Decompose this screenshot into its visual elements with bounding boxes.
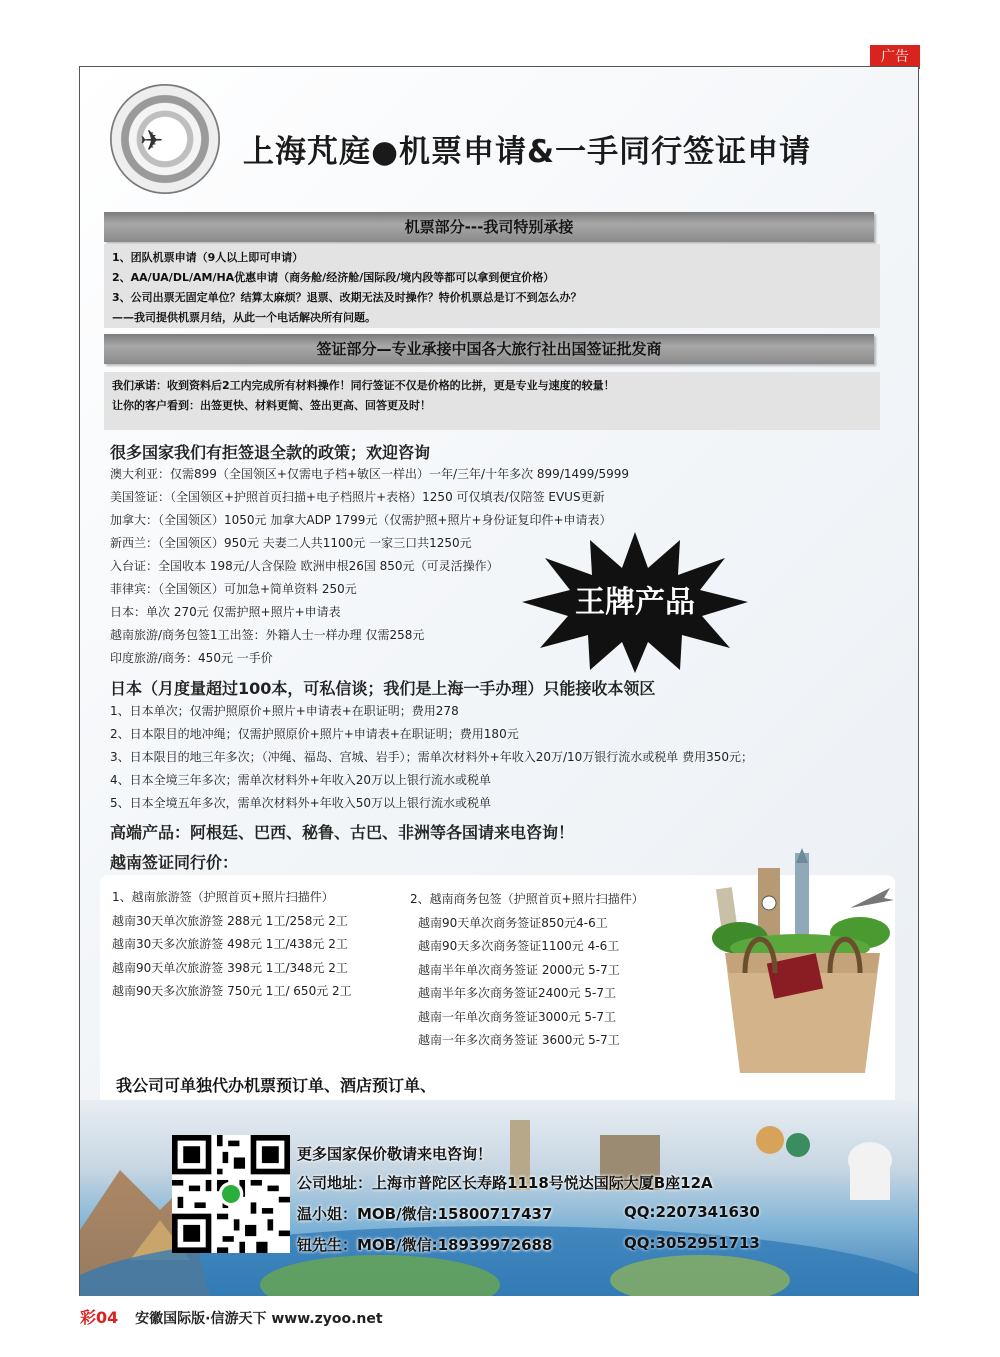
country-item: 澳大利亚：仅需899（全国领区+仅需电子档+敏区一样出）一年/三年/十年多次 899/1499/5999: [110, 467, 629, 481]
air-item: 1、团队机票申请（9人以上即可申请）: [112, 251, 304, 264]
vietnam-business-item: 越南一年单次商务签证3000元 5-7工: [418, 1009, 616, 1024]
japan-item: 5、日本全境五年多次，需单次材料外+年收入50万以上银行流水或税单: [110, 796, 491, 810]
more-countries-note: 更多国家保价敬请来电咨询！: [297, 1145, 493, 1163]
star-badge-label: 王牌产品: [575, 585, 695, 620]
air-section-header: 机票部分---我司特别承接: [104, 212, 874, 242]
japan-item: 2、日本限目的地冲绳；仅需护照原价+照片+申请表+在职证明；费用180元: [110, 727, 519, 741]
vietnam-business-item: 越南90天单次商务签证850元4-6工: [418, 915, 608, 930]
country-item: 日本：单次 270元 仅需护照+照片+申请表: [110, 605, 341, 619]
country-item: 印度旅游/商务：450元 一手价: [110, 651, 273, 665]
country-item: 美国签证：（全国领区+护照首页扫描+电子档照片+表格）1250 可仅填表/仅陪签 EVUS更新: [110, 490, 605, 504]
vietnam-business-item: 越南90天多次商务签证1100元 4-6工: [418, 939, 620, 953]
contact-person-niu[interactable]: 钮先生：MOB/微信:18939972688: [297, 1236, 553, 1254]
contact-person-wen[interactable]: 温小姐：MOB/微信:15800717437: [297, 1205, 553, 1223]
country-item: 越南旅游/商务包签1工出签：外籍人士一样办理 仅需258元: [110, 628, 425, 642]
visa-item: 我们承诺：收到资料后2工内完成所有材料操作！同行签证不仅是价格的比拼，更是专业与速度的较量！: [112, 379, 615, 392]
qr-code-icon[interactable]: [172, 1135, 290, 1253]
air-section-panel: [104, 244, 880, 328]
footer-text[interactable]: 安徽国际版·信游天下 www.zyoo.net: [135, 1311, 383, 1327]
page-footer: [80, 1305, 383, 1328]
visa-section-panel: [104, 372, 880, 430]
country-item: 菲律宾：（全国领区）可加急+简单资料 250元: [110, 582, 357, 596]
ad-tag: 广告: [870, 45, 920, 69]
vietnam-tourist-item: 越南90天多次旅游签 750元 1工/ 650元 2工: [112, 984, 352, 998]
vietnam-business-item: 2、越南商务包签（护照首页+照片扫描件）: [410, 892, 644, 906]
vietnam-tourist-list: [112, 886, 352, 1004]
air-item: 3、公司出票无固定单位？结算太麻烦？退票、改期无法及时操作？特价机票总是订不到怎么办？: [112, 291, 582, 304]
vietnam-business-item: 越南半年多次商务签证2400元 5-7工: [418, 986, 616, 1000]
japan-item: 1、日本单次；仅需护照原价+照片+申请表+在职证明；费用278: [110, 704, 459, 718]
countries-heading: 很多国家我们有拒签退全款的政策；欢迎咨询: [110, 443, 431, 462]
vietnam-tourist-item: 越南30天单次旅游签 288元 1工/258元 2工: [112, 913, 348, 928]
star-burst-icon: [520, 530, 750, 675]
high-end-products: 高端产品：阿根廷、巴西、秘鲁、古巴、非洲等各国请来电咨询！: [110, 823, 575, 842]
vietnam-tourist-item: 1、越南旅游签（护照首页+照片扫描件）: [112, 890, 334, 904]
visa-section-header: 签证部分—专业承接中国各大旅行社出国签证批发商: [104, 334, 874, 364]
vietnam-heading: 越南签证同行价：: [110, 853, 239, 872]
visa-item: 让你的客户看到：出签更快、材料更简、签出更高、回答更及时！: [112, 399, 431, 412]
japan-item: 3、日本限目的地三年多次；（冲绳、福岛、宫城、岩手）；需单次材料外+年收入20万/10万银行流水或税单 费用350元；: [110, 750, 753, 764]
company-address: 公司地址：上海市普陀区长寿路1118号悦达国际大厦B座12A: [297, 1174, 713, 1192]
page-number: 彩04: [80, 1308, 119, 1327]
passport-bag-icon: [700, 848, 900, 1098]
country-item: 加拿大：（全国领区）1050元 加拿大ADP 1799元（仅需护照+照片+身份证复印件+申请表）: [110, 513, 612, 527]
japan-list: [110, 700, 753, 815]
vietnam-business-item: 越南半年单次商务签证 2000元 5-7工: [418, 962, 620, 977]
contact-qq-wen[interactable]: QQ:2207341630: [624, 1203, 760, 1221]
vietnam-business-item: 越南一年多次商务签证 3600元 5-7工: [418, 1033, 620, 1047]
japan-item: 4、日本全境三年多次；需单次材料外+年收入20万以上银行流水或税单: [110, 773, 491, 787]
country-item: 入台证：全国收本 198元/人含保险 欧洲申根26国 850元（可灵活操作）: [110, 559, 499, 573]
contact-qq-niu[interactable]: QQ:3052951713: [624, 1234, 760, 1252]
vietnam-tourist-item: 越南30天多次旅游签 498元 1工/438元 2工: [112, 937, 348, 951]
vietnam-business-list: [410, 888, 644, 1053]
air-item: 2、AA/UA/DL/AM/HA优惠申请（商务舱/经济舱/国际段/境内段等都可以拿到便宜价格）: [112, 271, 555, 284]
company-logo: [110, 84, 220, 194]
country-item: 新西兰：（全国领区）950元 夫妻二人共1100元 一家三口共1250元: [110, 536, 472, 550]
japan-heading: 日本（月度量超过100本，可私信谈；我们是上海一手办理）只能接收本领区: [110, 679, 656, 698]
page-title: 上海芃庭●机票申请&一手同行签证申请: [243, 134, 812, 170]
services-line: 我公司可单独代办机票预订单、酒店预订单、: [116, 1076, 437, 1095]
airplane-icon: ✈: [140, 124, 164, 157]
vietnam-tourist-item: 越南90天单次旅游签 398元 1工/348元 2工: [112, 960, 348, 975]
air-item: ——我司提供机票月结，从此一个电话解决所有问题。: [112, 311, 376, 324]
